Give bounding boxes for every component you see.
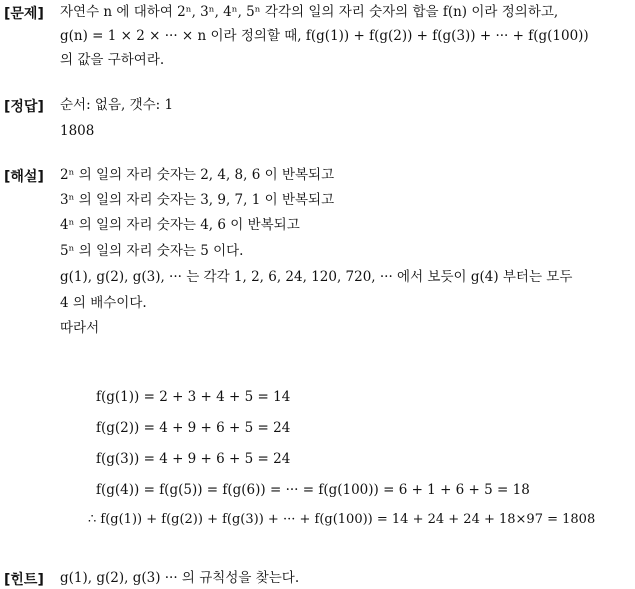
equation-3: f(g(3)) = 4 + 9 + 6 + 5 = 24 [96,451,291,467]
solution-line-2: 3ⁿ 의 일의 자리 숫자는 3, 9, 7, 1 이 반복되고 [60,192,335,208]
solution-tag: [해설] [4,169,44,185]
answer-line-1: 순서: 없음, 갯수: 1 [60,97,174,113]
solution-line-4: 5ⁿ 의 일의 자리 숫자는 5 이다. [60,243,244,259]
hint-line-1: g(1), g(2), g(3) ··· 의 규칙성을 찾는다. [60,570,300,586]
problem-line-1: 자연수 n 에 대하여 2ⁿ, 3ⁿ, 4ⁿ, 5ⁿ 각각의 일의 자리 숫자의 합을 f(n) 이라 정의하고, [60,4,559,20]
answer-tag: [정답] [4,99,44,115]
solution-line-7: 따라서 [60,320,100,336]
problem-tag: [문제] [4,6,44,22]
hint-tag: [힌트] [4,572,44,588]
equation-1: f(g(1)) = 2 + 3 + 4 + 5 = 14 [96,389,291,405]
solution-line-1: 2ⁿ 의 일의 자리 숫자는 2, 4, 8, 6 이 반복되고 [60,167,335,183]
problem-line-2: g(n) = 1 × 2 × ··· × n 이라 정의할 때, f(g(1)) + f(g(2)) + f(g(3)) + ··· + f(g(100)) [60,28,589,44]
equation-2: f(g(2)) = 4 + 9 + 6 + 5 = 24 [96,420,291,436]
solution-line-5: g(1), g(2), g(3), ··· 는 각각 1, 2, 6, 24, 120, 720, ··· 에서 보듯이 g(4) 부터는 모두 [60,269,573,285]
answer-value: 1808 [60,123,95,139]
equation-4: f(g(4)) = f(g(5)) = f(g(6)) = ··· = f(g(100)) = 6 + 1 + 6 + 5 = 18 [96,482,530,498]
problem-line-3: 의 값을 구하여라. [60,52,165,68]
solution-line-3: 4ⁿ 의 일의 자리 숫자는 4, 6 이 반복되고 [60,217,300,233]
solution-line-6: 4 의 배수이다. [60,295,147,311]
equation-conclusion: ∴ f(g(1)) + f(g(2)) + f(g(3)) + ··· + f(g(100)) = 14 + 24 + 24 + 18×97 = 1808 [88,512,596,527]
